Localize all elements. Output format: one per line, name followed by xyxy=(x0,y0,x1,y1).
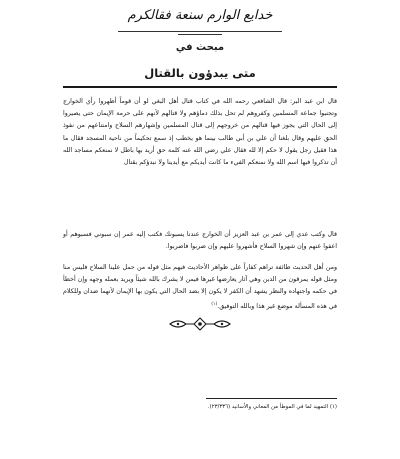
paragraph-3-text: ومن أهل الحديث طائفة تراهم كفاراً على ظواهر الأحاديث فيهم مثل قوله من حمل علينا السلاح فليس منا ومثل قوله يمرقون من الدين وهي آثار يعارضها غيرها فيمن لا يشرك بالله شيئاً ويريد بعمله وجهه وإن أخطأ في حكمه واجتهاده والنظر يشهد أن الكفر لا يكون إلا بضد الحال التي يكون بها الإيمان لأنهما ضدان وللكلام في هذه المسألة موضع غير هذا وبالله التوفيق. xyxy=(63,264,337,310)
footnote-rule xyxy=(206,398,337,399)
footnote-marker: (١) xyxy=(211,301,218,307)
footnote: (١) التمهيد لما في الموطأ من المعاني والأسانيد (٢٣/٣٣٦). xyxy=(207,404,337,410)
page-header xyxy=(0,2,400,36)
paragraph-2: قال وكتب عدي إلى عمر بن عبد العزيز أن الخوارج عندنا يسبونك فكتب إليه عمر إن سبوني فسبوهم أو اعفوا عنهم وإن شهروا السلاح فأشهروا عليهم وإن ضربوا فاضربوا. xyxy=(63,231,337,251)
header-title: خدايع الوارم سنعة فقالكرم xyxy=(127,8,273,23)
header-rule xyxy=(118,31,282,32)
paragraph-3 xyxy=(63,262,337,313)
heading-rule xyxy=(63,86,337,88)
paragraph-1: قال ابن عبد البر: قال الشافعي رحمه الله في كتاب قتال أهل البغي لو أن قوماً أظهروا رأي الخوارج وتجنبوا جماعة المسلمين وكفروهم لم تحل بذلك دماؤهم ولا قتالهم لأنهم على حرمة الإيمان حتى يصيروا إلى الحال التي يجوز فيها قتالهم من خروجهم إلى قتال المسلمين وإشهارهم السلاح وامتناعهم من نفوذ الحق عليهم وقال بلغنا أن علي بن أبي طالب بينما هو يخطب إذ سمع تحكيماً من ناحية المسجد فقال ما هذا فقيل رجل يقول لا حكم إلا لله فقال علي رضي الله عنه كلمة حق أريد بها باطل لا نمنعكم مساجد الله أن تذكروا فيها اسم الله ولا نمنعكم الفيء ما كانت أيديكم مع أيدينا ولا نبدؤكم بقتال xyxy=(63,98,337,167)
main-heading: متى يبدؤون بالقتال xyxy=(144,66,256,80)
section-title: مبحث في xyxy=(175,42,225,53)
ornament-divider-icon xyxy=(0,316,400,332)
